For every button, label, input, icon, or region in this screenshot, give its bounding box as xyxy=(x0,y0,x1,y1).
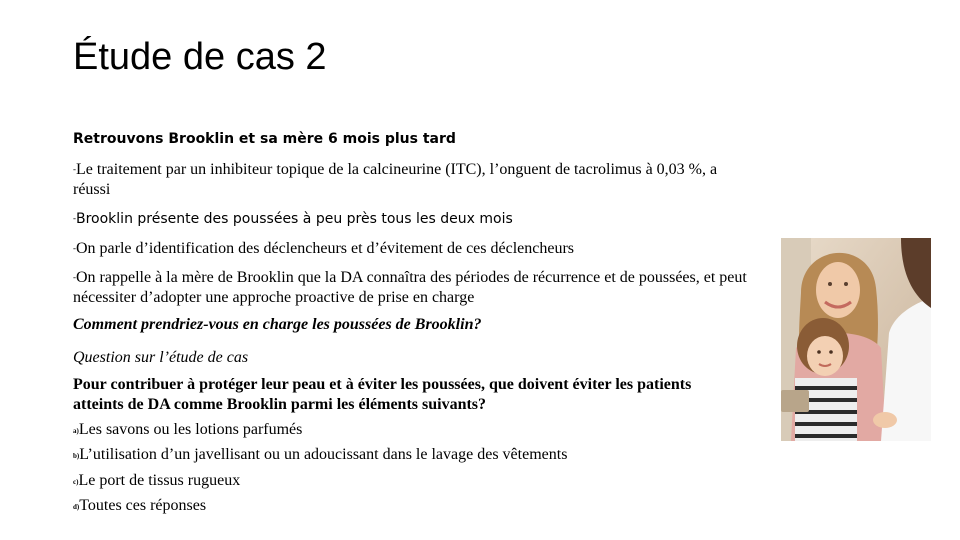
bullet-item xyxy=(73,267,753,308)
bullet-text: Brooklin présente des poussées à peu près tous les deux mois xyxy=(76,211,513,227)
option-text: Les savons ou les lotions parfumés xyxy=(78,421,303,438)
option-text: Le port de tissus rugueux xyxy=(78,472,241,489)
answer-option xyxy=(73,471,240,492)
option-letter: d) xyxy=(73,503,80,511)
slide-subtitle: Retrouvons Brooklin et sa mère 6 mois plus tard xyxy=(73,131,456,147)
bullet-item xyxy=(73,238,753,259)
bullet-text: Le traitement par un inhibiteur topique de la calcineurine (ITC), l’onguent de tacrolimus à 0,03 %, a réussi xyxy=(73,161,718,198)
option-text: L’utilisation d’un javellisant ou un adoucissant dans le lavage des vêtements xyxy=(79,446,568,463)
option-letter: a) xyxy=(73,427,79,435)
bullet-item xyxy=(73,208,753,229)
answer-option xyxy=(73,420,302,441)
answer-option xyxy=(73,496,206,517)
bullet-marker: - xyxy=(73,164,76,174)
bullet-marker: - xyxy=(73,213,76,223)
answer-option xyxy=(73,445,567,466)
photo-illustration xyxy=(781,238,931,441)
bullet-marker: - xyxy=(73,272,76,282)
bullet-text: On rappelle à la mère de Brooklin que la DA connaîtra des périodes de récurrence et de poussées, et peut nécessiter d’adopter une approche proactive de prise en charge xyxy=(73,269,747,306)
mother-child-doctor-photo xyxy=(781,238,931,441)
question-label: Question sur l’étude de cas xyxy=(73,349,249,366)
bullet-text: On parle d’identification des déclencheurs et d’évitement de ces déclencheurs xyxy=(76,240,574,257)
option-letter: c) xyxy=(73,478,79,486)
slide-title: Étude de cas 2 xyxy=(73,36,327,78)
bullet-marker: - xyxy=(73,243,76,253)
option-letter: b) xyxy=(73,452,80,460)
option-text: Toutes ces réponses xyxy=(79,497,207,514)
question-text: Pour contribuer à protéger leur peau et à éviter les poussées, que doivent éviter les patients atteints de DA comme Brooklin parmi les éléments suivants? xyxy=(73,376,692,413)
discussion-prompt: Comment prendriez-vous en charge les poussées de Brooklin? xyxy=(73,316,482,333)
bullet-item xyxy=(73,159,753,200)
